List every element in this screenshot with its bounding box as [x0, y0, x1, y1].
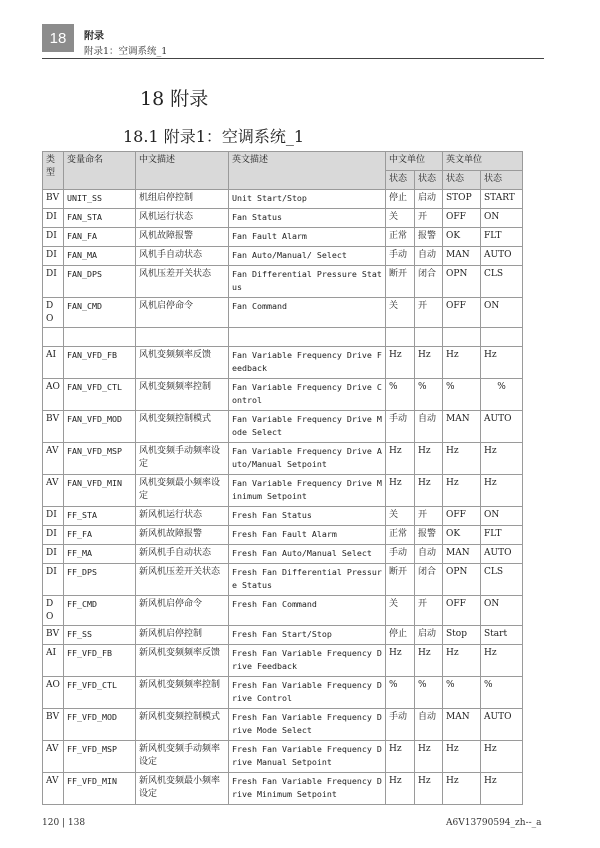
cell-en-desc: Fresh Fan Variable Frequency Drive Manual Setpoint: [229, 741, 386, 773]
cell-var-name: FAN_VFD_MSP: [64, 443, 136, 475]
cell-cn-desc: 风机变频最小频率设定: [136, 475, 229, 507]
cell-en-state-2: CLS: [481, 266, 523, 298]
cell-cn-desc: 新风机变频频率反馈: [136, 645, 229, 677]
cell-cn-desc: 风机变频频率控制: [136, 379, 229, 411]
cell-cn-state-2: Hz: [415, 773, 443, 805]
cell-cn-state-2: 自动: [415, 247, 443, 266]
cell-en-desc: Fan Command: [229, 298, 386, 328]
cell-en-state-1: Hz: [443, 347, 481, 379]
cell-cn-desc: [136, 328, 229, 347]
cell-en-state-1: OK: [443, 526, 481, 545]
cell-en-state-1: Hz: [443, 741, 481, 773]
header-var-name: 变量命名: [64, 152, 136, 190]
table-row: [43, 741, 523, 773]
cell-en-state-1: [443, 328, 481, 347]
cell-en-state-1: OK: [443, 228, 481, 247]
cell-en-state-1: OFF: [443, 507, 481, 526]
cell-cn-state-1: 停止: [386, 626, 415, 645]
header-cn-unit: 中文单位: [386, 152, 443, 171]
cell-cn-desc: 新风机手自动状态: [136, 545, 229, 564]
cell-en-state-2: [481, 328, 523, 347]
cell-cn-state-1: 关: [386, 507, 415, 526]
cell-en-state-1: OFF: [443, 596, 481, 626]
cell-type: AO: [43, 379, 64, 411]
cell-cn-state-2: 开: [415, 298, 443, 328]
table-row: [43, 298, 523, 328]
cell-en-desc: Fresh Fan Variable Frequency Drive Mode Select: [229, 709, 386, 741]
cell-en-desc: Fan Variable Frequency Drive Mode Select: [229, 411, 386, 443]
cell-cn-state-2: Hz: [415, 645, 443, 677]
table-row: [43, 709, 523, 741]
cell-cn-desc: 新风机压差开关状态: [136, 564, 229, 596]
cell-cn-desc: 风机启停命令: [136, 298, 229, 328]
cell-en-state-2: AUTO: [481, 545, 523, 564]
cell-cn-desc: 风机压差开关状态: [136, 266, 229, 298]
cell-type: DI: [43, 564, 64, 596]
cell-var-name: FAN_STA: [64, 209, 136, 228]
cell-en-state-2: Hz: [481, 645, 523, 677]
cell-cn-desc: 新风机变频手动频率设定: [136, 741, 229, 773]
header-cn-state-2: 状态: [415, 171, 443, 190]
table-row: [43, 228, 523, 247]
cell-en-state-2: Hz: [481, 475, 523, 507]
cell-cn-desc: 风机变频频率反馈: [136, 347, 229, 379]
chapter-number-badge: 18: [42, 24, 74, 52]
cell-cn-state-1: Hz: [386, 773, 415, 805]
cell-en-state-1: OFF: [443, 298, 481, 328]
cell-en-desc: Fresh Fan Differential Pressure Status: [229, 564, 386, 596]
cell-en-state-1: OFF: [443, 209, 481, 228]
table-row: [43, 596, 523, 626]
cell-type: DI: [43, 545, 64, 564]
cell-type: DI: [43, 507, 64, 526]
cell-cn-state-2: [415, 328, 443, 347]
table-row: [43, 379, 523, 411]
cell-en-state-2: ON: [481, 298, 523, 328]
table-row: [43, 526, 523, 545]
cell-var-name: [64, 328, 136, 347]
table-row: [43, 266, 523, 298]
cell-type: BV: [43, 190, 64, 209]
cell-cn-state-1: 停止: [386, 190, 415, 209]
cell-cn-desc: 风机手自动状态: [136, 247, 229, 266]
cell-cn-desc: 风机变频手动频率设定: [136, 443, 229, 475]
cell-cn-desc: 新风机变频频率控制: [136, 677, 229, 709]
cell-cn-state-2: 报警: [415, 526, 443, 545]
cell-en-state-2: FLT: [481, 526, 523, 545]
variable-table: [42, 151, 523, 805]
cell-type: AI: [43, 347, 64, 379]
header-en-unit: 英文单位: [443, 152, 523, 171]
cell-en-state-2: AUTO: [481, 411, 523, 443]
cell-en-desc: Fresh Fan Variable Frequency Drive Minimum Setpoint: [229, 773, 386, 805]
table-row: [43, 677, 523, 709]
cell-en-desc: Fresh Fan Fault Alarm: [229, 526, 386, 545]
cell-en-state-1: OPN: [443, 564, 481, 596]
cell-cn-state-1: %: [386, 379, 415, 411]
cell-cn-state-1: 关: [386, 209, 415, 228]
cell-cn-desc: 新风机启停命令: [136, 596, 229, 626]
cell-en-state-2: Hz: [481, 347, 523, 379]
cell-en-desc: Fan Variable Frequency Drive Auto/Manual Setpoint: [229, 443, 386, 475]
cell-en-desc: Fresh Fan Status: [229, 507, 386, 526]
cell-cn-state-2: Hz: [415, 443, 443, 475]
cell-var-name: FAN_MA: [64, 247, 136, 266]
cell-en-state-1: Stop: [443, 626, 481, 645]
cell-cn-desc: 新风机启停控制: [136, 626, 229, 645]
cell-type: DO: [43, 596, 64, 626]
cell-var-name: FAN_FA: [64, 228, 136, 247]
cell-cn-state-1: 手动: [386, 411, 415, 443]
cell-en-desc: Fan Auto/Manual/ Select: [229, 247, 386, 266]
cell-cn-state-2: %: [415, 677, 443, 709]
cell-type: DI: [43, 209, 64, 228]
cell-type: DI: [43, 247, 64, 266]
cell-cn-state-2: 自动: [415, 545, 443, 564]
table-row: [43, 564, 523, 596]
cell-en-state-2: AUTO: [481, 709, 523, 741]
cell-en-desc: Fresh Fan Start/Stop: [229, 626, 386, 645]
cell-cn-desc: 风机运行状态: [136, 209, 229, 228]
cell-var-name: FAN_DPS: [64, 266, 136, 298]
cell-cn-state-2: 自动: [415, 709, 443, 741]
cell-type: DI: [43, 228, 64, 247]
cell-cn-state-2: Hz: [415, 347, 443, 379]
cell-var-name: FAN_CMD: [64, 298, 136, 328]
cell-var-name: FF_MA: [64, 545, 136, 564]
table-row: [43, 545, 523, 564]
header-en-desc: 英文描述: [229, 152, 386, 190]
cell-en-state-1: Hz: [443, 645, 481, 677]
cell-type: AV: [43, 475, 64, 507]
cell-cn-desc: 新风机运行状态: [136, 507, 229, 526]
cell-en-state-2: ON: [481, 209, 523, 228]
table-row: [43, 507, 523, 526]
cell-cn-state-1: 正常: [386, 228, 415, 247]
cell-en-state-2: Start: [481, 626, 523, 645]
header-cn-state-1: 状态: [386, 171, 415, 190]
header-breadcrumb: 附录1：空调系统_1: [84, 46, 168, 57]
cell-cn-state-1: 手动: [386, 709, 415, 741]
cell-en-state-1: MAN: [443, 545, 481, 564]
cell-cn-desc: 机组启停控制: [136, 190, 229, 209]
cell-type: AV: [43, 773, 64, 805]
cell-en-desc: Fan Variable Frequency Drive Control: [229, 379, 386, 411]
table-row: [43, 475, 523, 507]
cell-cn-state-1: %: [386, 677, 415, 709]
header-type: 类型: [43, 152, 64, 190]
cell-en-desc: Fresh Fan Auto/Manual Select: [229, 545, 386, 564]
cell-en-state-2: FLT: [481, 228, 523, 247]
cell-en-state-2: %: [481, 379, 523, 411]
cell-cn-desc: 新风机变频最小频率设定: [136, 773, 229, 805]
cell-cn-state-2: 报警: [415, 228, 443, 247]
table-row: [43, 645, 523, 677]
cell-var-name: FF_VFD_MIN: [64, 773, 136, 805]
cell-en-state-2: START: [481, 190, 523, 209]
cell-cn-state-1: 手动: [386, 545, 415, 564]
cell-en-state-2: ON: [481, 507, 523, 526]
table-row: [43, 626, 523, 645]
cell-en-state-1: MAN: [443, 247, 481, 266]
cell-en-state-2: %: [481, 677, 523, 709]
cell-type: DO: [43, 298, 64, 328]
page-number: 120 | 138: [42, 818, 86, 828]
cell-cn-state-1: 正常: [386, 526, 415, 545]
cell-cn-state-2: 闭合: [415, 564, 443, 596]
cell-var-name: FF_VFD_CTL: [64, 677, 136, 709]
cell-en-state-2: AUTO: [481, 247, 523, 266]
cell-cn-state-1: Hz: [386, 443, 415, 475]
cell-cn-state-2: 开: [415, 596, 443, 626]
header-en-state-2: 状态: [481, 171, 523, 190]
cell-cn-state-2: %: [415, 379, 443, 411]
cell-var-name: FF_CMD: [64, 596, 136, 626]
cell-en-state-1: OPN: [443, 266, 481, 298]
cell-type: [43, 328, 64, 347]
cell-var-name: FAN_VFD_CTL: [64, 379, 136, 411]
header-chapter-title: 附录: [84, 31, 104, 42]
cell-cn-desc: 新风机变频控制模式: [136, 709, 229, 741]
cell-cn-desc: 风机变频控制模式: [136, 411, 229, 443]
cell-en-desc: Fresh Fan Command: [229, 596, 386, 626]
cell-en-state-1: Hz: [443, 475, 481, 507]
header-cn-desc: 中文描述: [136, 152, 229, 190]
cell-en-state-2: CLS: [481, 564, 523, 596]
header-divider: [42, 58, 544, 59]
cell-en-desc: Fan Status: [229, 209, 386, 228]
table-row: [43, 190, 523, 209]
cell-cn-state-1: Hz: [386, 347, 415, 379]
cell-en-state-2: Hz: [481, 443, 523, 475]
cell-cn-state-2: 自动: [415, 411, 443, 443]
cell-cn-state-2: 启动: [415, 190, 443, 209]
cell-var-name: FF_STA: [64, 507, 136, 526]
cell-type: DI: [43, 526, 64, 545]
cell-cn-desc: 新风机故障报警: [136, 526, 229, 545]
table-row: [43, 773, 523, 805]
cell-type: BV: [43, 709, 64, 741]
cell-var-name: FF_FA: [64, 526, 136, 545]
table-row: [43, 411, 523, 443]
cell-en-desc: Fan Differential Pressure Status: [229, 266, 386, 298]
cell-cn-state-1: Hz: [386, 741, 415, 773]
cell-cn-state-2: 开: [415, 507, 443, 526]
cell-type: AV: [43, 741, 64, 773]
cell-en-desc: Fan Variable Frequency Drive Feedback: [229, 347, 386, 379]
cell-en-desc: [229, 328, 386, 347]
cell-en-state-1: MAN: [443, 411, 481, 443]
cell-cn-state-1: 手动: [386, 247, 415, 266]
cell-var-name: FF_VFD_MOD: [64, 709, 136, 741]
cell-var-name: FF_VFD_MSP: [64, 741, 136, 773]
header-en-state-1: 状态: [443, 171, 481, 190]
cell-en-state-1: %: [443, 379, 481, 411]
section-heading: 18.1 附录1：空调系统_1: [123, 127, 305, 146]
cell-cn-state-2: 启动: [415, 626, 443, 645]
cell-var-name: FF_DPS: [64, 564, 136, 596]
cell-en-state-1: %: [443, 677, 481, 709]
cell-var-name: FF_SS: [64, 626, 136, 645]
cell-cn-state-2: Hz: [415, 741, 443, 773]
cell-type: BV: [43, 411, 64, 443]
cell-cn-state-2: 开: [415, 209, 443, 228]
cell-en-state-2: ON: [481, 596, 523, 626]
cell-en-state-1: Hz: [443, 773, 481, 805]
document-id: A6V13790594_zh--_a: [446, 818, 542, 828]
cell-type: BV: [43, 626, 64, 645]
cell-cn-state-1: 断开: [386, 564, 415, 596]
cell-cn-state-1: Hz: [386, 645, 415, 677]
cell-en-state-1: STOP: [443, 190, 481, 209]
table-body: [43, 190, 523, 805]
table-row: [43, 347, 523, 379]
cell-cn-desc: 风机故障报警: [136, 228, 229, 247]
cell-cn-state-1: Hz: [386, 475, 415, 507]
cell-var-name: FAN_VFD_FB: [64, 347, 136, 379]
table-row: [43, 209, 523, 228]
cell-en-desc: Unit Start/Stop: [229, 190, 386, 209]
cell-type: AV: [43, 443, 64, 475]
table-row: [43, 328, 523, 347]
cell-var-name: FF_VFD_FB: [64, 645, 136, 677]
cell-cn-state-1: 断开: [386, 266, 415, 298]
cell-cn-state-1: [386, 328, 415, 347]
cell-en-desc: Fresh Fan Variable Frequency Drive Control: [229, 677, 386, 709]
cell-cn-state-1: 关: [386, 298, 415, 328]
cell-type: AO: [43, 677, 64, 709]
cell-type: DI: [43, 266, 64, 298]
cell-cn-state-2: 闭合: [415, 266, 443, 298]
cell-en-state-2: Hz: [481, 741, 523, 773]
cell-type: AI: [43, 645, 64, 677]
cell-en-state-1: MAN: [443, 709, 481, 741]
chapter-heading: 18 附录: [140, 88, 209, 110]
cell-en-desc: Fresh Fan Variable Frequency Drive Feedback: [229, 645, 386, 677]
cell-en-desc: Fan Fault Alarm: [229, 228, 386, 247]
cell-en-desc: Fan Variable Frequency Drive Minimum Setpoint: [229, 475, 386, 507]
table-row: [43, 443, 523, 475]
cell-en-state-2: Hz: [481, 773, 523, 805]
cell-var-name: FAN_VFD_MOD: [64, 411, 136, 443]
table-row: [43, 247, 523, 266]
table-header-row: [43, 152, 523, 171]
cell-en-state-1: Hz: [443, 443, 481, 475]
cell-var-name: FAN_VFD_MIN: [64, 475, 136, 507]
cell-var-name: UNIT_SS: [64, 190, 136, 209]
cell-cn-state-2: Hz: [415, 475, 443, 507]
cell-cn-state-1: 关: [386, 596, 415, 626]
